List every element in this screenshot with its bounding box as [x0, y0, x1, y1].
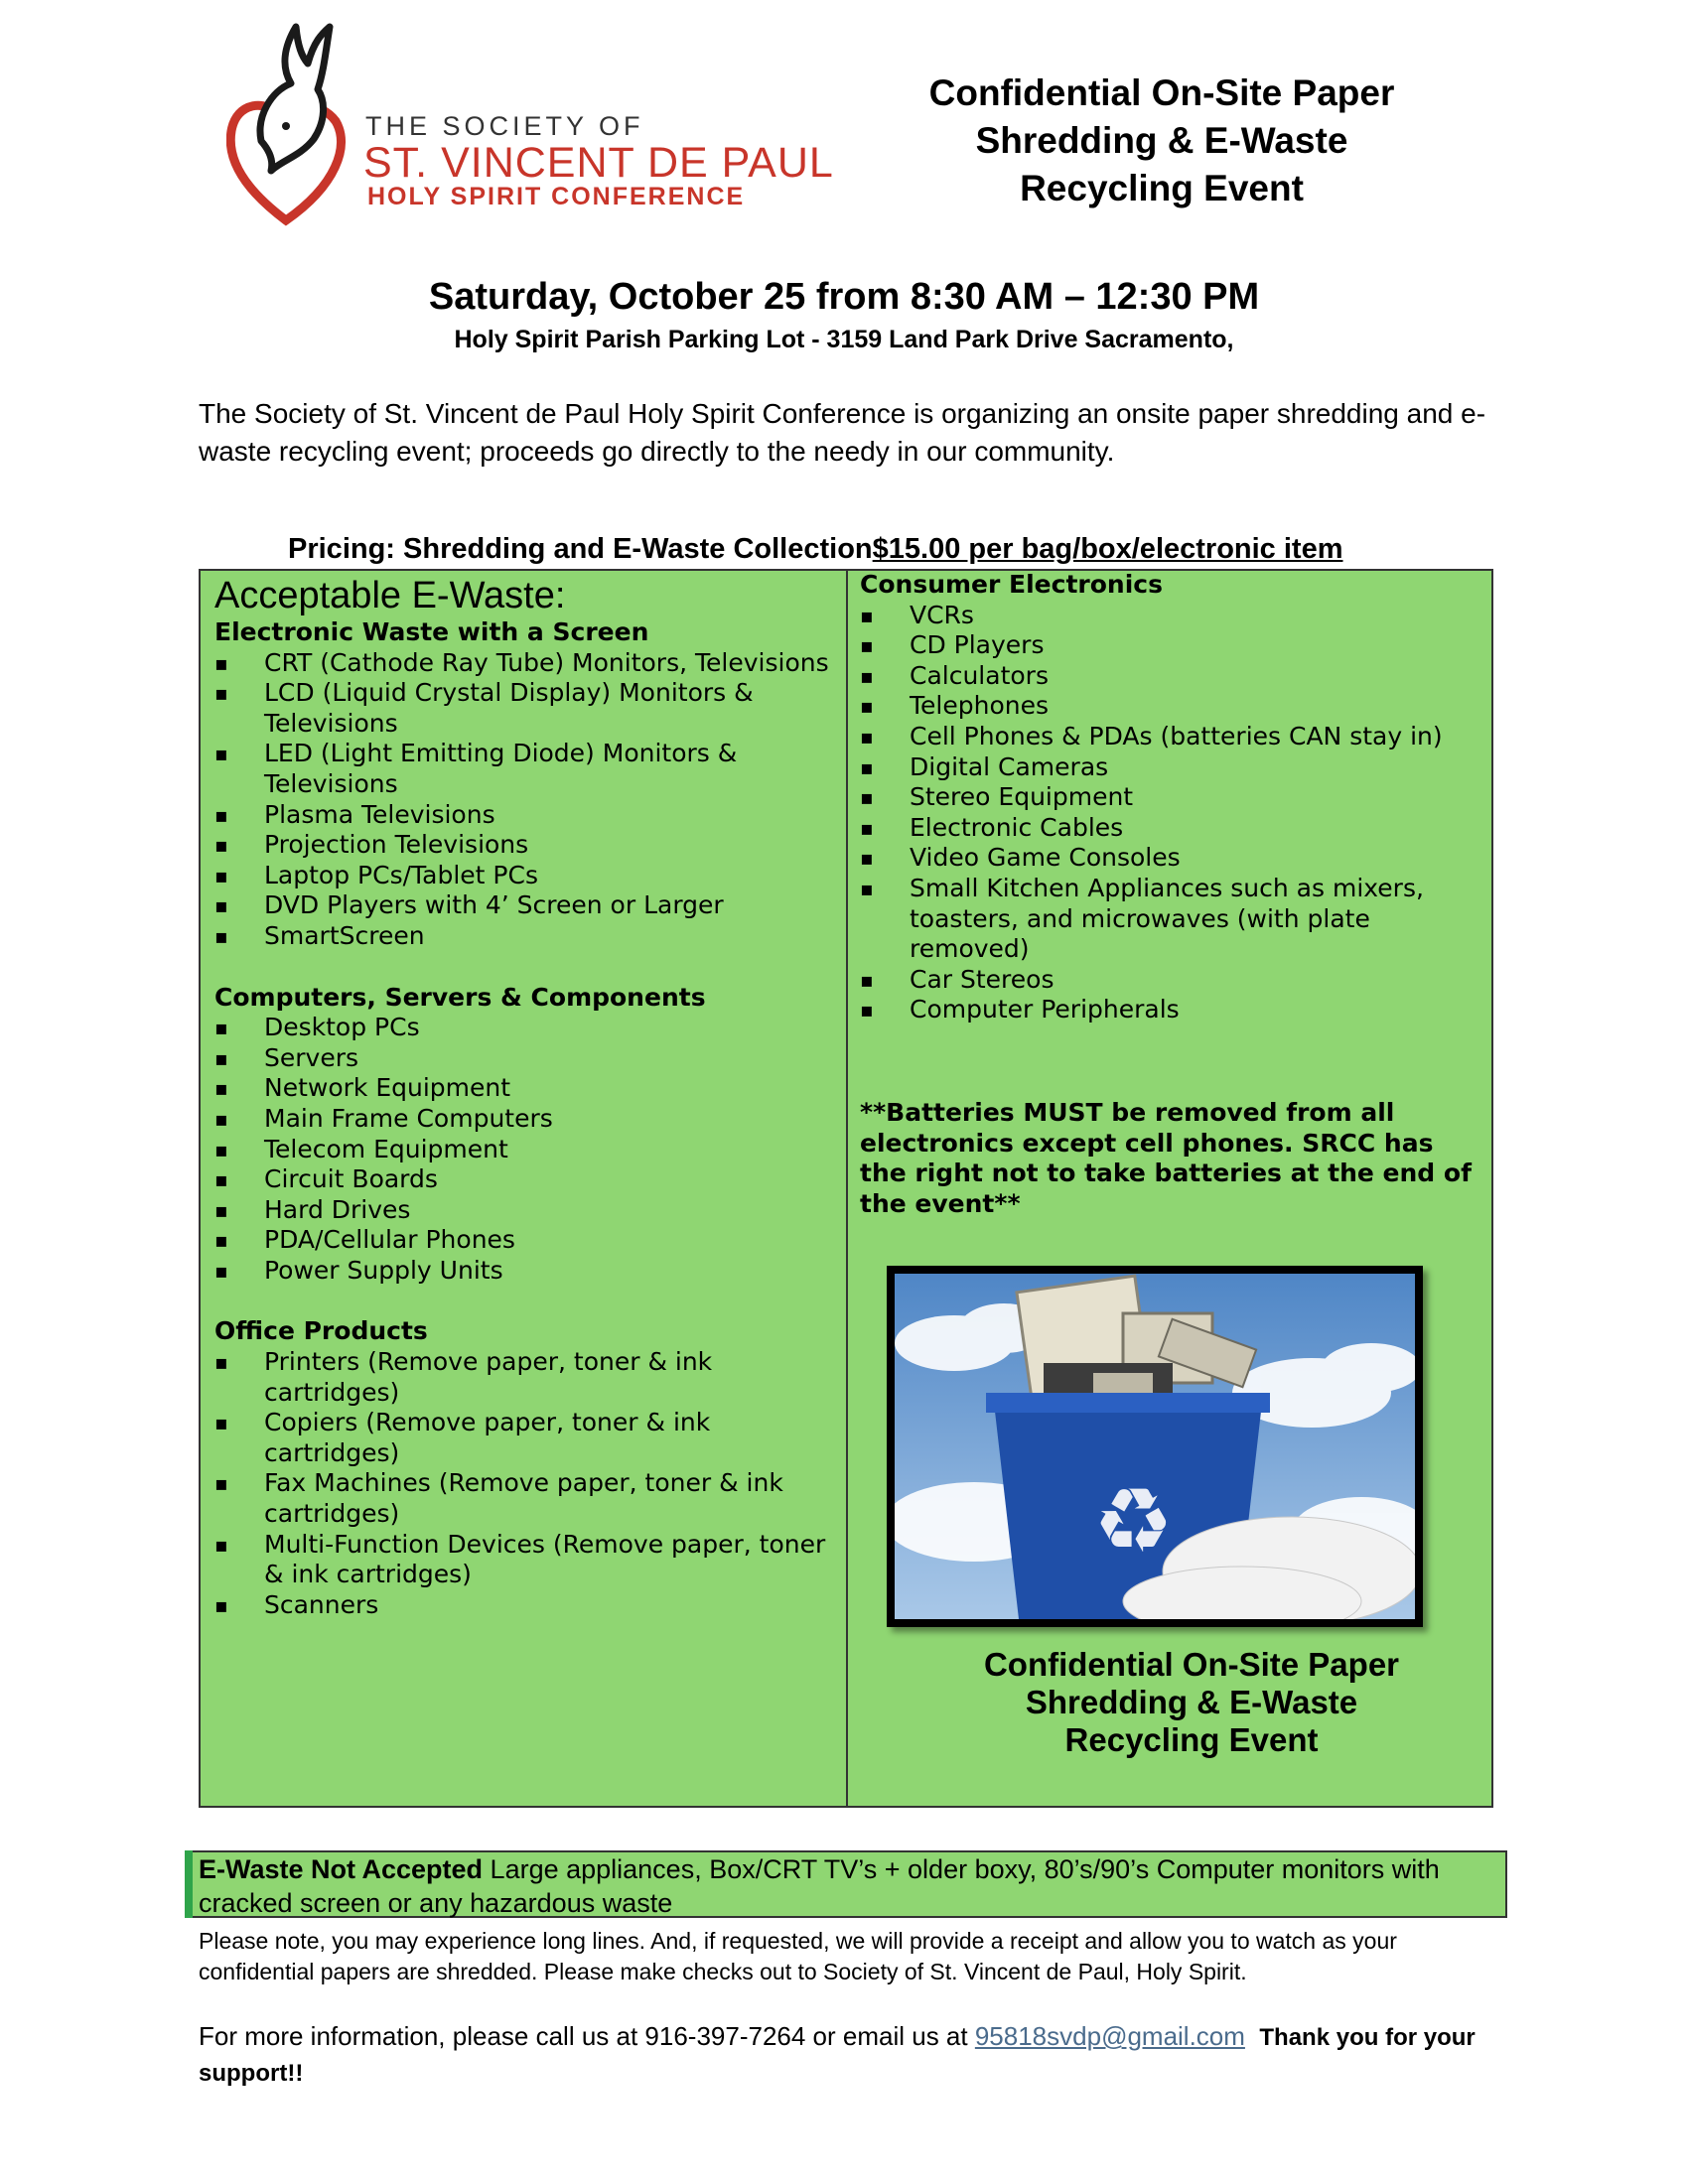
pricing-price: $15.00 per bag/box/electronic item [872, 533, 1343, 565]
list-item: ▪ Plasma Televisions [214, 800, 840, 831]
list-screens [214, 648, 840, 952]
pricing-line [288, 533, 1343, 566]
list-item: ▪ Calculators [860, 661, 1485, 692]
list-item: ▪ Printers (Remove paper, toner & ink cartridges) [214, 1347, 840, 1408]
list-item: ▪ Network Equipment [214, 1073, 840, 1104]
not-accepted-details: Large appliances, Box/CRT TV’s + older boxy, 80’s/90’s Computer monitors with cracked screen or any hazardous waste [199, 1854, 1440, 1918]
section-heading-office: Office Products [214, 1316, 428, 1346]
caption-line-3: Recycling Event [1064, 1721, 1319, 1758]
box-heading: Acceptable E-Waste: [214, 575, 566, 616]
event-date: Saturday, October 25 from 8:30 AM – 12:30 PM [428, 276, 1260, 318]
caption-line-2: Shredding & E-Waste [1025, 1684, 1358, 1720]
list-item: ▪ Digital Cameras [860, 752, 1485, 783]
email-link[interactable]: 95818svdp@gmail.com [974, 2021, 1245, 2051]
column-divider [846, 569, 848, 1808]
event-location: Holy Spirit Parish Parking Lot - 3159 Land Park Drive Sacramento, [454, 326, 1234, 353]
logo-line-1: THE SOCIETY OF [365, 111, 644, 141]
list-item: ▪ Video Game Consoles [860, 843, 1485, 874]
left-column [214, 574, 840, 1620]
pricing-label: Pricing: Shredding and E-Waste Collection [288, 533, 873, 565]
list-item: ▪ Fax Machines (Remove paper, toner & ink cartridges) [214, 1468, 840, 1529]
list-consumer [860, 601, 1485, 1025]
list-item: ▪ Cell Phones & PDAs (batteries CAN stay in) [860, 722, 1485, 752]
list-item: ▪ Main Frame Computers [214, 1104, 840, 1135]
caption-line-1: Confidential On-Site Paper [983, 1646, 1400, 1683]
list-item: ▪ Laptop PCs/Tablet PCs [214, 861, 840, 891]
list-item: ▪ Car Stereos [860, 965, 1485, 996]
logo-line-2: ST. VINCENT DE PAUL [363, 139, 834, 187]
list-item: ▪ LCD (Liquid Crystal Display) Monitors & Televisions [214, 678, 840, 739]
list-item: ▪ Desktop PCs [214, 1013, 840, 1043]
list-item: ▪ Telecom Equipment [214, 1135, 840, 1165]
not-accepted-accent-bar [185, 1850, 193, 1918]
not-accepted-label: E-Waste Not Accepted [199, 1854, 484, 1884]
list-item: ▪ Power Supply Units [214, 1256, 840, 1287]
list-item: ▪ SmartScreen [214, 921, 840, 952]
list-item: ▪ Electronic Cables [860, 813, 1485, 844]
list-computers [214, 1013, 840, 1286]
list-item: ▪ PDA/Cellular Phones [214, 1225, 840, 1256]
recycling-photo-frame [887, 1266, 1423, 1627]
page-title [874, 69, 1450, 212]
battery-note: **Batteries MUST be removed from all electronics except cell phones. SRCC has the right not to take batteries at the end of the event** [860, 1098, 1472, 1218]
section-heading-consumer: Consumer Electronics [860, 570, 1163, 599]
title-line-3: Recycling Event [1020, 168, 1304, 208]
list-item: ▪ VCRs [860, 601, 1485, 631]
contact-paragraph [199, 2019, 1489, 2091]
dove-heart-icon [230, 27, 341, 220]
list-item: ▪ CD Players [860, 630, 1485, 661]
list-item: ▪ Stereo Equipment [860, 782, 1485, 813]
list-item: ▪ Projection Televisions [214, 830, 840, 861]
intro-paragraph: The Society of St. Vincent de Paul Holy Spirit Conference is organizing an onsite paper shredding and e-waste recycling event; proceeds go directly to the needy in our community. [199, 398, 1486, 467]
list-item: ▪ Computer Peripherals [860, 995, 1485, 1025]
list-item: ▪ DVD Players with 4’ Screen or Larger [214, 890, 840, 921]
list-item: ▪ Hard Drives [214, 1195, 840, 1226]
title-line-1: Confidential On-Site Paper [928, 72, 1395, 113]
svg-text:♻: ♻ [1093, 1469, 1174, 1573]
list-item: ▪ Multi-Function Devices (Remove paper, toner & ink cartridges) [214, 1530, 840, 1590]
list-item: ▪ Small Kitchen Appliances such as mixers, toasters, and microwaves (with plate removed) [860, 874, 1485, 965]
thank-you-text: Thank you for your support!! [199, 2024, 1476, 2087]
recycling-bin-photo [895, 1274, 1415, 1619]
list-item: ▪ Copiers (Remove paper, toner & ink cartridges) [214, 1408, 840, 1468]
list-item: ▪ Scanners [214, 1590, 840, 1621]
list-item: ▪ Telephones [860, 691, 1485, 722]
contact-text: For more information, please call us at 916-397-7264 or email us at [199, 2021, 975, 2051]
box-caption [933, 1646, 1450, 1759]
list-office [214, 1347, 840, 1620]
note-paragraph: Please note, you may experience long lines. And, if requested, we will provide a receipt and allow you to watch as your confidential papers are shredded. Please make checks out to Society of St. Vincent de Paul, Holy Spirit. [199, 1928, 1397, 1984]
title-line-2: Shredding & E-Waste [975, 120, 1348, 161]
section-heading-computers: Computers, Servers & Components [214, 982, 706, 1012]
not-accepted-text [199, 1852, 1499, 1920]
list-item: ▪ Circuit Boards [214, 1164, 840, 1195]
list-item: ▪ Servers [214, 1043, 840, 1074]
list-item: ▪ LED (Light Emitting Diode) Monitors & Televisions [214, 739, 840, 799]
logo-line-3: HOLY SPIRIT CONFERENCE [367, 183, 746, 210]
section-heading-screens: Electronic Waste with a Screen [214, 617, 649, 646]
right-column [860, 570, 1485, 1025]
list-item: ▪ CRT (Cathode Ray Tube) Monitors, Televisions [214, 648, 840, 679]
